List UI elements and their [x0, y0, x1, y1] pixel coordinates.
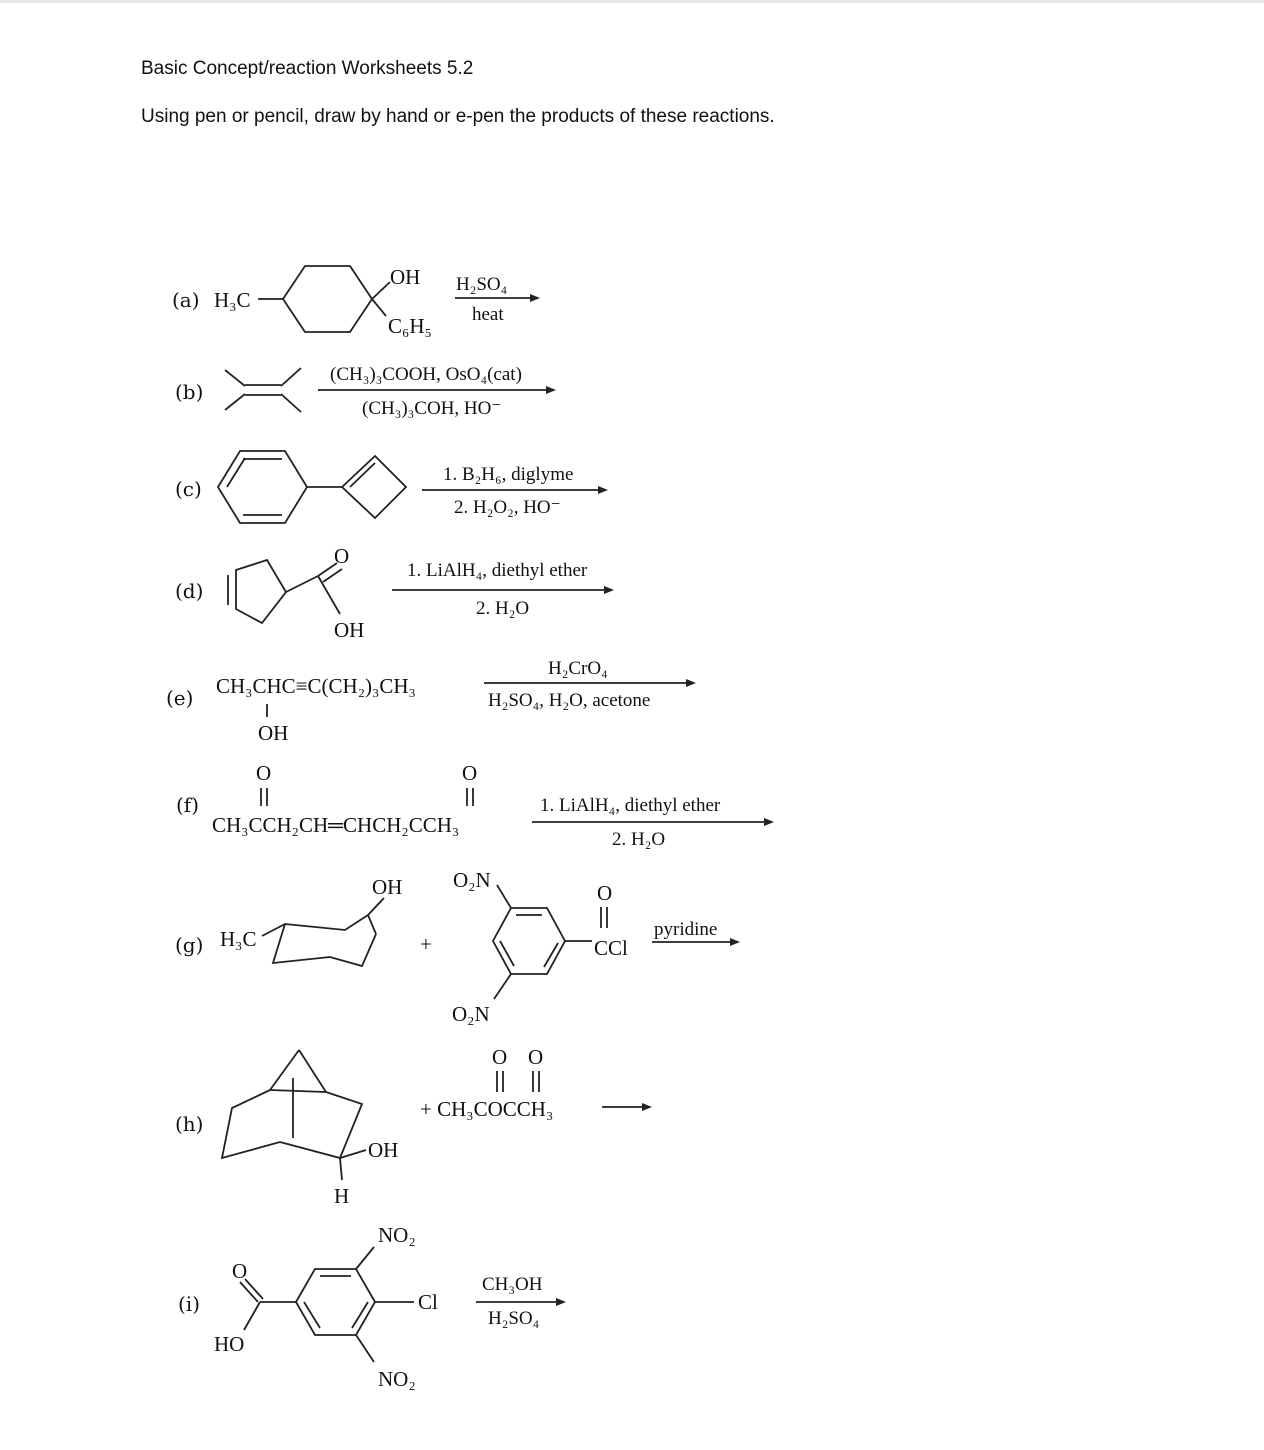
carbonyl-bond	[245, 1279, 263, 1299]
carbonyl-oxygen: O	[492, 1045, 508, 1069]
cyclopentene-ring	[236, 560, 286, 623]
bond	[244, 1302, 260, 1330]
hydrogen-atom: H	[334, 1184, 350, 1208]
arrowhead	[530, 294, 540, 302]
label-b: (b)	[175, 380, 204, 404]
label-a: (a)	[172, 288, 200, 312]
label-i: (i)	[178, 1292, 201, 1316]
hydroxyl-group: OH	[372, 875, 403, 899]
condition: H₂SO₄, H₂O, acetone	[488, 690, 651, 711]
worksheet-title: Basic Concept/reaction Worksheets 5.2	[141, 58, 474, 79]
reagent: H₂SO₄	[456, 274, 508, 295]
worksheet-instructions: Using pen or pencil, draw by hand or e-pen the products of these reactions.	[141, 106, 775, 127]
methyl-group: H₃C	[214, 288, 251, 312]
aromatic-bond	[352, 1302, 368, 1328]
hydroxyl-group: OH	[390, 265, 421, 289]
cyclohexane-chair	[262, 915, 368, 936]
label-e: (e)	[166, 686, 194, 710]
cyclobutene-ring	[342, 456, 406, 518]
aromatic-bond	[544, 943, 558, 967]
bond	[225, 370, 245, 386]
aromatic-bond	[227, 458, 245, 487]
substrate-formula: CH₃CCH₂CH═CHCH₂CCH₃	[212, 813, 460, 837]
bond	[318, 576, 340, 614]
reagent: CH₃OH	[482, 1274, 543, 1295]
carbonyl-oxygen: O	[528, 1045, 544, 1069]
reaction-e	[166, 658, 696, 745]
arrowhead	[730, 938, 740, 946]
reaction-d	[175, 544, 614, 642]
arrowhead	[598, 486, 608, 494]
hydroxyl-group: OH	[334, 618, 365, 642]
bond	[356, 1247, 374, 1269]
label-h: (h)	[175, 1112, 204, 1136]
label-f: (f)	[176, 793, 200, 817]
bond	[372, 282, 390, 299]
chlorine-atom: Cl	[418, 1290, 438, 1314]
condition: 2. H₂O₂, HO⁻	[454, 497, 561, 518]
label-d: (d)	[175, 579, 204, 603]
plus-sign: +	[420, 932, 432, 956]
bond	[281, 394, 301, 412]
methyl-group: H₃C	[220, 927, 257, 951]
hydroxyl-group: OH	[258, 721, 289, 745]
carbonyl-oxygen: O	[462, 761, 478, 785]
arrowhead	[764, 818, 774, 826]
reaction-c	[175, 451, 608, 523]
reagent: 1. LiAlH₄, diethyl ether	[540, 795, 721, 816]
bond	[225, 394, 245, 410]
condition: 2. H₂O	[612, 829, 666, 850]
arrowhead	[604, 586, 614, 594]
acyl-chloride: CCl	[594, 936, 628, 960]
reagent: (CH₃)₃COOH, OsO₄(cat)	[330, 364, 522, 385]
bond	[281, 368, 301, 386]
bond	[286, 576, 318, 592]
bond	[368, 915, 376, 934]
arrowhead	[686, 679, 696, 687]
aromatic-bond	[500, 941, 514, 966]
reaction-h	[175, 1045, 652, 1208]
hydroxyl-group: HO	[214, 1332, 245, 1356]
bond	[356, 1335, 374, 1362]
bridge-bond	[270, 1050, 299, 1090]
bridge-bond	[299, 1050, 326, 1092]
bond	[497, 885, 511, 908]
cyclohexane-chair	[273, 924, 376, 966]
bond	[494, 974, 511, 999]
carbonyl-oxygen: O	[597, 881, 613, 905]
reaction-b	[175, 364, 556, 419]
label-c: (c)	[175, 477, 202, 501]
bond	[270, 1090, 326, 1092]
substrate-formula: CH₃CHC≡C(CH₂)₃CH₃	[216, 674, 416, 698]
reaction-f	[176, 761, 774, 850]
reaction-i	[178, 1223, 566, 1391]
condition: heat	[472, 304, 504, 325]
bond	[340, 1150, 366, 1158]
reagent: H₂CrO₄	[548, 658, 608, 679]
benzene-ring	[493, 908, 565, 974]
nitro-group: NO₂	[378, 1223, 416, 1247]
arrowhead	[556, 1298, 566, 1306]
label-g: (g)	[175, 933, 204, 957]
reaction-a	[172, 265, 540, 338]
reagent: pyridine	[654, 919, 718, 940]
carbonyl-oxygen: O	[232, 1259, 248, 1283]
nitro-group: O₂N	[453, 868, 491, 892]
reagent: 1. B₂H₆, diglyme	[443, 464, 574, 485]
carbonyl-oxygen: O	[334, 544, 350, 568]
reagent: 1. LiAlH₄, diethyl ether	[407, 560, 588, 581]
arrowhead	[642, 1103, 652, 1111]
condition: 2. H₂O	[476, 598, 530, 619]
benzene-ring	[296, 1269, 375, 1335]
condition: (CH₃)₃COH, HO⁻	[362, 398, 502, 419]
nitro-group: O₂N	[452, 1002, 490, 1026]
acetic-anhydride: + CH₃COCCH₃	[420, 1097, 554, 1121]
carbonyl-oxygen: O	[256, 761, 272, 785]
condition: H₂SO₄	[488, 1308, 540, 1329]
bond	[340, 1158, 342, 1180]
bond	[368, 898, 384, 915]
benzene-ring	[218, 451, 307, 523]
hydroxyl-group: OH	[368, 1138, 399, 1162]
cyclohexane-ring	[283, 266, 372, 332]
bicyclic-ring	[222, 1090, 362, 1158]
carbonyl-bond	[240, 1282, 258, 1302]
arrowhead	[546, 386, 556, 394]
phenyl-group: C₆H₅	[388, 314, 432, 338]
nitro-group: NO₂	[378, 1367, 416, 1391]
aromatic-bond	[304, 1302, 320, 1328]
bond	[372, 299, 386, 316]
reaction-g	[175, 868, 740, 1026]
